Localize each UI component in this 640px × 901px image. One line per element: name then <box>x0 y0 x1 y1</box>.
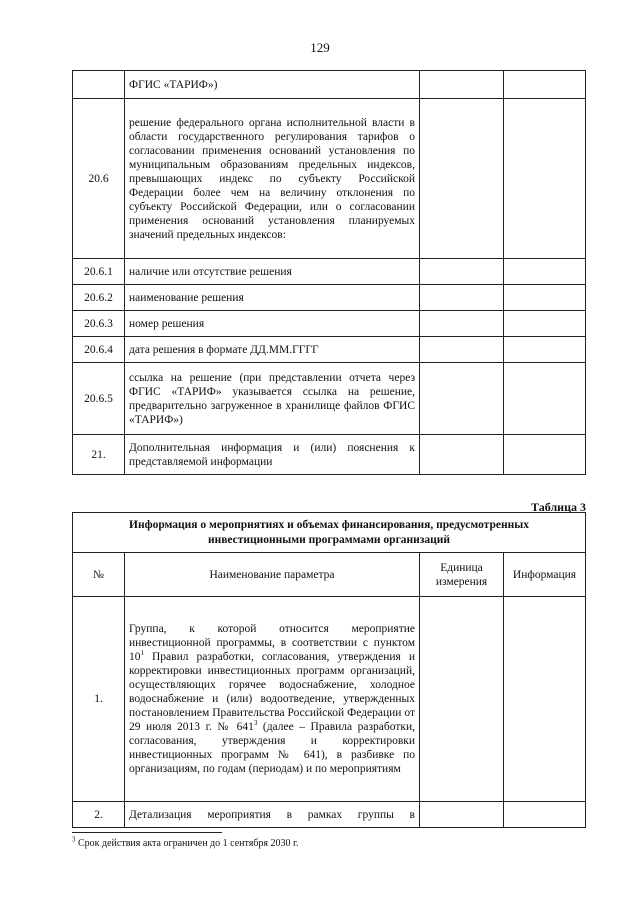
row-unit <box>420 337 504 363</box>
footnote-mark: 3 <box>72 835 76 844</box>
table-row <box>73 71 586 99</box>
continued-table <box>72 70 586 475</box>
row-info <box>504 259 586 285</box>
row-unit <box>420 435 504 475</box>
row-parameter <box>125 597 420 802</box>
row-parameter: ФГИС «ТАРИФ») <box>125 71 420 99</box>
table-row <box>73 363 586 435</box>
table-caption: Таблица 3 <box>531 500 586 514</box>
row-parameter: наличие или отсутствие решения <box>125 259 420 285</box>
param-text-c: (далее – Правила разработки, согласования, утверждения и корректировки инвестиционных программ № 641), в разбивке по организациям, по годам (периодам) и по мероприятиям <box>129 721 415 775</box>
row-number: 20.6.4 <box>73 337 125 363</box>
row-unit <box>420 363 504 435</box>
row-parameter: наименование решения <box>125 285 420 311</box>
row-number: 1. <box>73 597 125 802</box>
table-row <box>73 311 586 337</box>
table-row <box>73 597 586 802</box>
row-parameter: ссылка на решение (при представлении отчета через ФГИС «ТАРИФ» указывается ссылка на решение, предварительно загруженное в хранилище файлов ФГИС «ТАРИФ») <box>125 363 420 435</box>
row-unit <box>420 285 504 311</box>
footnote-ref: 1 <box>140 649 144 658</box>
row-number: 20.6 <box>73 99 125 259</box>
row-info <box>504 71 586 99</box>
row-unit <box>420 311 504 337</box>
row-unit <box>420 597 504 802</box>
row-number: 21. <box>73 435 125 475</box>
row-info <box>504 435 586 475</box>
row-parameter: Дополнительная информация и (или) пояснения к представляемой информации <box>125 435 420 475</box>
row-parameter: решение федерального органа исполнительной власти в области государственного регулирования тарифов о согласовании применения оснований установления по муниципальным образованиям предельных индексов, превышающих индекс по субъекту Российской Федерации более чем на величину отклонения по субъекту Российской Федерации, или о согласовании применения оснований установления планируемых значений предельных индексов: <box>125 99 420 259</box>
header-row <box>73 553 586 597</box>
row-parameter: дата решения в формате ДД.ММ.ГГГГ <box>125 337 420 363</box>
row-info <box>504 285 586 311</box>
header-num: № <box>73 553 125 597</box>
param-text-b: Правил разработки, согласования, утверждения и корректировки инвестиционных программ организаций, осуществляющих горячее водоснабжение, холодное водоснабжение и (или) водоотведение, утвержденных постановлением Правительства Российской Федерации от 29 июля 2013 г. № 641 <box>129 651 415 733</box>
row-unit <box>420 259 504 285</box>
row-parameter: номер решения <box>125 311 420 337</box>
table-row <box>73 285 586 311</box>
row-info <box>504 597 586 802</box>
table-row <box>73 337 586 363</box>
page-number: 129 <box>310 40 330 55</box>
table-3 <box>72 512 586 828</box>
row-number: 2. <box>73 802 125 828</box>
row-info <box>504 311 586 337</box>
row-number: 20.6.3 <box>73 311 125 337</box>
header-info: Информация <box>504 553 586 597</box>
table-title: Информация о мероприятиях и объемах финансирования, предусмотренных инвестиционными программами организаций <box>73 513 586 553</box>
row-info <box>504 802 586 828</box>
row-info <box>504 337 586 363</box>
footnote-text: Срок действия акта ограничен до 1 сентября 2030 г. <box>75 838 299 849</box>
table-row <box>73 259 586 285</box>
row-number: 20.6.2 <box>73 285 125 311</box>
row-parameter: Детализация мероприятия в рамках группы в <box>125 802 420 828</box>
row-info <box>504 99 586 259</box>
param-text-a: Группа, к которой относится мероприятие инвестиционной программы, в соответствии с пунктом 10 <box>129 623 415 663</box>
header-param: Наименование параметра <box>125 553 420 597</box>
footnote-ref: 3 <box>253 719 258 728</box>
row-unit <box>420 99 504 259</box>
row-number <box>73 71 125 99</box>
row-number: 20.6.5 <box>73 363 125 435</box>
table-row <box>73 802 586 828</box>
footnote <box>72 835 299 849</box>
footnote-separator <box>72 832 222 833</box>
header-unit: Единица измерения <box>420 553 504 597</box>
table-row <box>73 99 586 259</box>
row-unit <box>420 802 504 828</box>
row-unit <box>420 71 504 99</box>
table-row <box>73 435 586 475</box>
row-number: 20.6.1 <box>73 259 125 285</box>
row-info <box>504 363 586 435</box>
